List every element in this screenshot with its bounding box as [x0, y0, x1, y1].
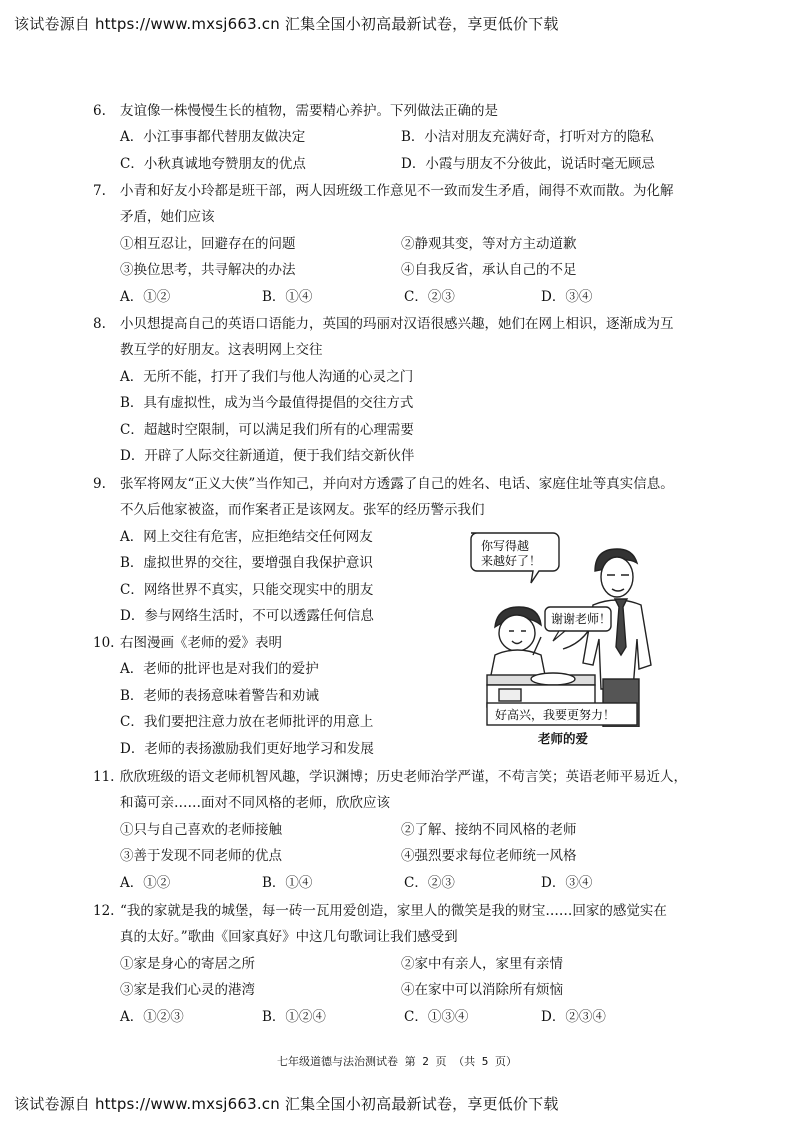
- question-number: 7.: [93, 182, 106, 199]
- option-a: A．①②: [120, 288, 171, 305]
- statement-4: ④在家中可以消除所有烦恼: [401, 982, 563, 999]
- question-stem-cont: 教互学的好朋友。这表明网上交往: [120, 342, 323, 359]
- option-a: A．①②③: [120, 1008, 184, 1025]
- question-stem: 友谊像一株慢慢生长的植物，需要精心养护。下列做法正确的是: [120, 102, 498, 119]
- question-stem: 小青和好友小玲都是班干部，两人因班级工作意见不一致而发生矛盾，闹得不欢而散。为化解: [120, 182, 674, 199]
- option-d: D．③④: [541, 874, 593, 891]
- statement-3: ③善于发现不同老师的优点: [120, 848, 282, 865]
- question-number: 10.: [93, 634, 115, 651]
- option-c: C．②③: [404, 288, 455, 305]
- question-stem-cont: 不久后他家被盗，而作案者正是该网友。张军的经历警示我们: [120, 502, 485, 519]
- option-d: D．小霞与朋友不分彼此，说话时毫无顾忌: [401, 155, 655, 172]
- option-d: D．③④: [541, 288, 593, 305]
- question-12: [93, 898, 713, 1031]
- statement-1: ①只与自己喜欢的老师接触: [120, 821, 282, 838]
- option-b: B．老师的表扬意味着警告和劝诫: [120, 687, 319, 704]
- option-b: B．①④: [262, 288, 313, 305]
- question-6: [93, 98, 713, 178]
- option-a: A．网上交往有危害，应拒绝结交任何网友: [120, 528, 373, 545]
- option-d: D．②③④: [541, 1008, 606, 1025]
- teacher-bubble-line2: 来越好了！: [481, 554, 542, 568]
- question-stem-cont: 和蔼可亲……面对不同风格的老师，欣欣应该: [120, 795, 390, 812]
- thanks-bubble-text: 谢谢老师！: [551, 612, 612, 626]
- statement-3: ③家是我们心灵的港湾: [120, 982, 255, 999]
- option-c: C．小秋真诚地夸赞朋友的优点: [120, 155, 306, 172]
- option-d: D．参与网络生活时，不可以透露任何信息: [120, 608, 374, 625]
- question-number: 9.: [93, 475, 106, 492]
- student-bubble-text: 好高兴，我要更努力！: [495, 708, 616, 722]
- teacher-bubble-line1: 你写得越: [481, 539, 530, 553]
- option-b: B．小洁对朋友充满好奇，打听对方的隐私: [401, 129, 654, 146]
- question-11: [93, 764, 713, 897]
- statement-4: ④强烈要求每位老师统一风格: [401, 848, 577, 865]
- source-banner-bottom: 该试卷源自 https://www.mxsj663.cn 汇集全国小初高最新试卷，享更低价下载: [14, 1095, 559, 1113]
- statement-2: ②家中有亲人，家里有亲情: [401, 955, 563, 972]
- option-b: B．①②④: [262, 1008, 326, 1025]
- option-a: A．①②: [120, 874, 171, 891]
- student-speech-bubble: [487, 703, 637, 725]
- option-c: C．网络世界不真实，只能交现实中的朋友: [120, 581, 374, 598]
- option-c: C．我们要把注意力放在老师批评的用意上: [120, 714, 374, 731]
- question-stem: 小贝想提高自己的英语口语能力，英国的玛丽对汉语很感兴趣，她们在网上相识，逐渐成为互: [120, 315, 674, 332]
- option-a: A．无所不能，打开了我们与他人沟通的心灵之门: [120, 368, 414, 385]
- option-b: B．具有虚拟性，成为当今最值得提倡的交往方式: [120, 395, 414, 412]
- option-a: A．小江事事都代替朋友做决定: [120, 129, 306, 146]
- statement-1: ①家是身心的寄居之所: [120, 955, 255, 972]
- teacher-love-cartoon: [467, 527, 659, 727]
- teacher-speech-bubble: [471, 533, 559, 583]
- question-8: [93, 311, 713, 470]
- statement-1: ①相互忍让，回避存在的问题: [120, 235, 296, 252]
- question-stem: 张军将网友“正义大侠”当作知己，并向对方透露了自己的姓名、电话、家庭住址等真实信息。: [120, 475, 674, 492]
- option-c: C．①③④: [404, 1008, 469, 1025]
- statement-2: ②了解、接纳不同风格的老师: [401, 821, 577, 838]
- option-b: B．①④: [262, 874, 313, 891]
- question-number: 8.: [93, 315, 106, 332]
- question-stem: 欣欣班级的语文老师机智风趣，学识渊博；历史老师治学严谨，不苟言笑；英语老师平易近人，: [120, 768, 687, 785]
- question-7: [93, 178, 713, 311]
- question-number: 6.: [93, 102, 106, 119]
- question-stem: “我的家就是我的城堡，每一砖一瓦用爱创造，家里人的微笑是我的财宝……回家的感觉实在: [120, 902, 667, 919]
- question-number: 11.: [93, 768, 115, 785]
- statement-4: ④自我反省，承认自己的不足: [401, 262, 577, 279]
- option-c: C．②③: [404, 874, 455, 891]
- statement-2: ②静观其变，等对方主动道歉: [401, 235, 577, 252]
- question-stem-cont: 矛盾，她们应该: [120, 209, 215, 226]
- option-b: B．虚拟世界的交往，要增强自我保护意识: [120, 555, 373, 572]
- question-number: 12.: [93, 902, 115, 919]
- cartoon-caption: 老师的爱: [537, 731, 588, 746]
- question-stem-cont: 真的太好。”歌曲《回家真好》中这几句歌词让我们感受到: [120, 929, 458, 946]
- source-banner-top: 该试卷源自 https://www.mxsj663.cn 汇集全国小初高最新试卷，享更低价下载: [14, 15, 559, 33]
- page-footer: 七年级道德与法治测试卷 第 2 页 （共 5 页）: [277, 1055, 517, 1068]
- question-stem: 右图漫画《老师的爱》表明: [120, 634, 282, 651]
- option-a: A．老师的批评也是对我们的爱护: [120, 661, 319, 678]
- option-d: D．开辟了人际交往新通道，便于我们结交新伙伴: [120, 448, 415, 465]
- option-c: C．超越时空限制，可以满足我们所有的心理需要: [120, 421, 414, 438]
- option-d: D．老师的表扬激励我们更好地学习和发展: [120, 740, 374, 757]
- statement-3: ③换位思考，共寻解决的办法: [120, 262, 296, 279]
